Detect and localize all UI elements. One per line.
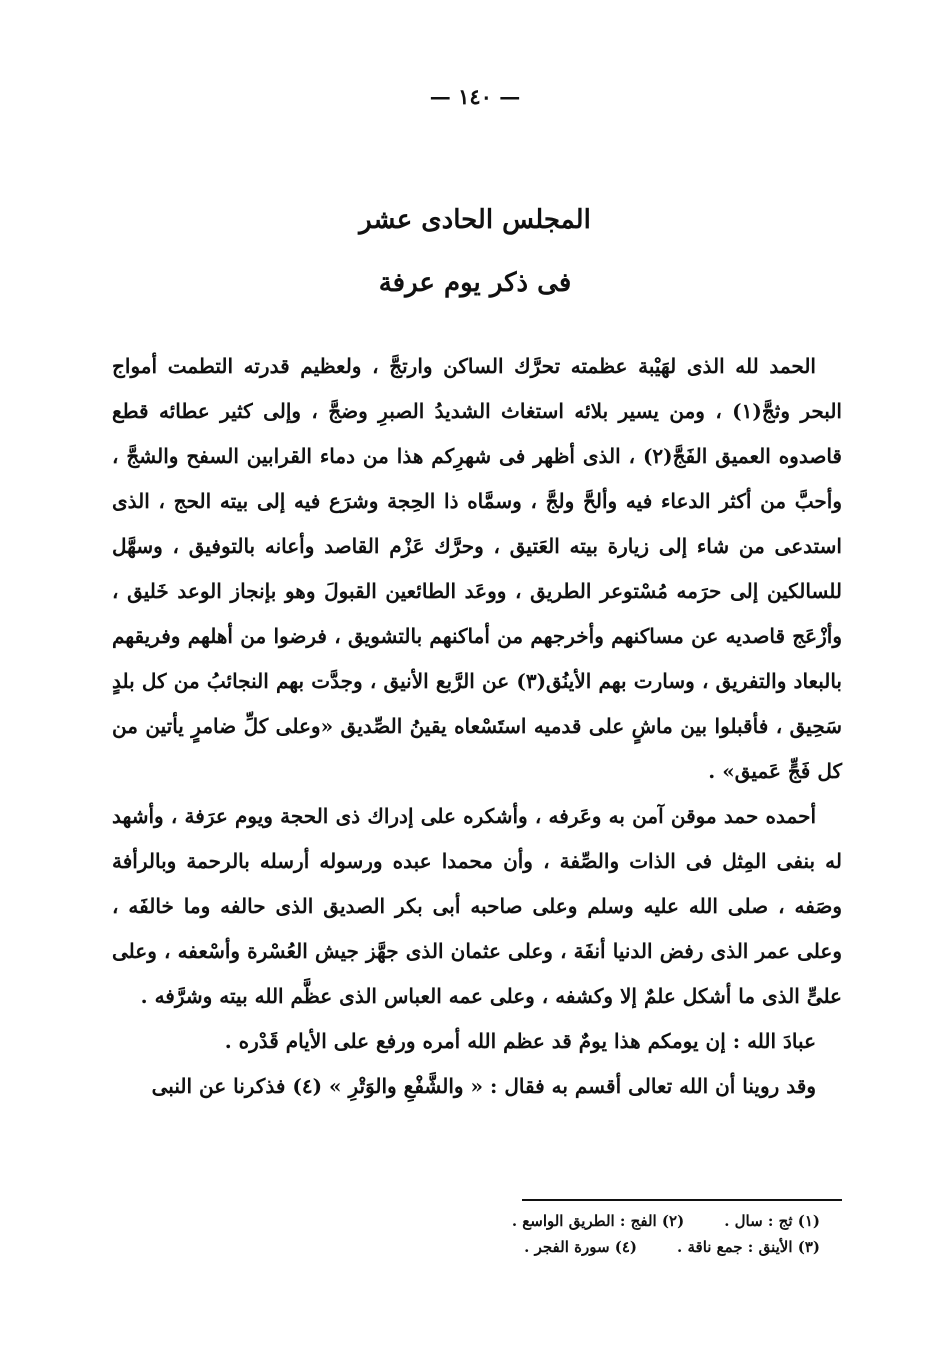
footnote-1: (١) ثج : سال . — [724, 1212, 820, 1230]
footnote-row — [380, 1234, 820, 1260]
footnotes — [380, 1208, 820, 1260]
paragraph-opening: الحمد لله الذى لهَيْبة عظمته تحرَّك الساكن وارتجَّ ، ولعظيم قدرته التطمت أمواج البحر وثجَّ(١) ، ومن يسير بلائه استغاث الشديدُ الصبرِ وضجَّ ، وإلى كثير عطائه قطع قاصدوه العميق الفَجَّ(٢) ، الذى أظهر فى شهرِكم هذا من دماء القرابين السفح والشجَّ ، وأحبَّ من أكثر الدعاء فيه وألحَّ ولجَّ ، وسمَّاه ذا الحِجة وشرَع فيه إلى بيته الحج ، الذى استدعى من شاء إلى زيارة بيته العَتيق ، وحرَّك عَزْم القاصد وأعانه بالتوفيق ، وسهَّل للسالكين إلى حرَمه مُسْتوعر الطريق ، ووعَد الطائعين القبولَ وهو بإنجاز الوعد خَليق ، وأزْعَج قاصديه عن مساكنهم وأخرجهم من أماكنهم بالتشويق ، فرضوا من أهلهم وفريقهم بالبعاد والتفريق ، وسارت بهم الأينُق(٣) عن الرَّبع الأنيق ، وجدَّت بهم النجائبُ من كل بلدٍ سَحِيق ، فأقبلوا بين ماشٍ على قدميه استَسْعاه يقينُ الصِّديق «وعلى كلِّ ضامرٍ يأتين من كل فَجٍّ عَميق» . — [112, 354, 842, 783]
chapter-subtitle: فى ذكر يوم عرفة — [378, 268, 572, 298]
footnote-divider — [522, 1199, 842, 1201]
page-number: — ١٤٠ — — [429, 84, 521, 109]
footnote-3: (٣) الأينق : جمع ناقة . — [677, 1238, 820, 1256]
paragraph-praise: أحمده حمد موقن آمن به وعَرفه ، وأشكره على إدراك ذى الحجة ويوم عرَفة ، وأشهد له بنفى المِثل فى الذات والصِّفة ، وأن محمدا عبده ورسوله أرسله بالرحمة وبالرأفة وصَفه ، صلى الله عليه وسلم وعلى صاحبه أبى بكر الصديق الذى حالفه وما خالفَه ، وعلى عمر الذى رفض الدنيا أنفَة ، وعلى عثمان الذى جهَّز جيش العُسْرة وأسْعفه ، وعلى علىٍّ الذى ما أشكل علمٌ إلا وكشفه ، وعلى عمه العباس الذى عظَّم الله بيته وشرَّفه . — [112, 804, 842, 1008]
footnote-row — [380, 1208, 820, 1234]
footnote-2: (٢) الفج : الطريق الواسع . — [511, 1212, 685, 1230]
body-text — [112, 344, 842, 1109]
paragraph-address: عبادَ الله : إن يومكم هذا يومٌ قد عظم الله أمره ورفع على الأيام قَدْره . — [224, 1029, 816, 1053]
footnote-4: (٤) سورة الفجر . — [524, 1238, 638, 1256]
chapter-title: المجلس الحادى عشر — [359, 205, 591, 235]
paragraph-narration: وقد روينا أن الله تعالى أقسم به فقال : « والشَّفْعِ والوَتْرِ » (٤) فذكرنا عن النبى — [151, 1074, 816, 1098]
